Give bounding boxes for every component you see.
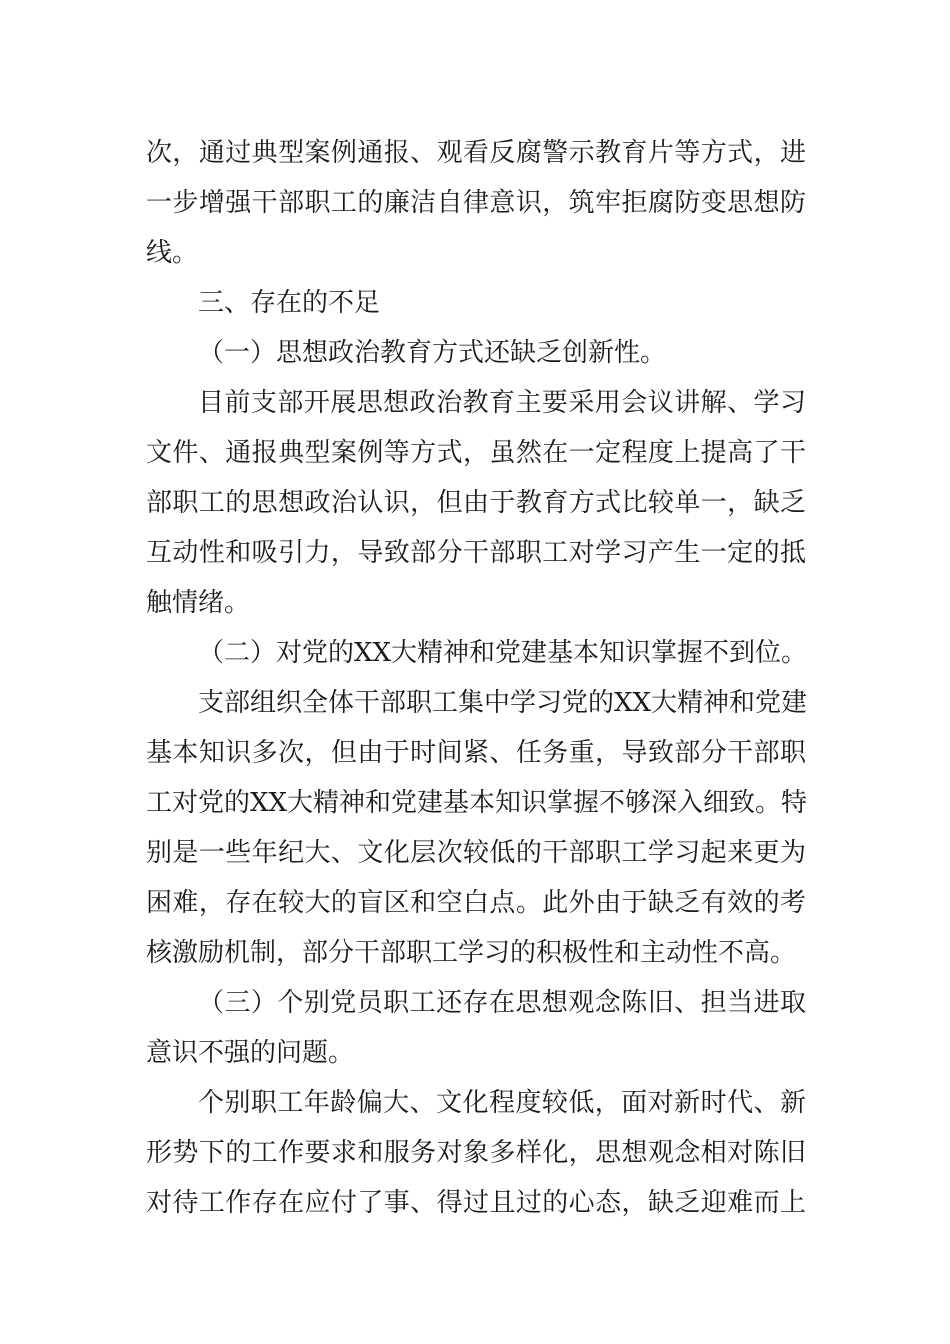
body-text-line: 互动性和吸引力，导致部分干部职工对学习产生一定的抵 (146, 538, 806, 568)
body-text-line: 工对党的XX大精神和党建基本知识掌握不够深入细致。特 (146, 788, 808, 818)
body-text-line: 支部组织全体干部职工集中学习党的XX大精神和党建 (198, 688, 808, 718)
body-text-line: 目前支部开展思想政治教育主要采用会议讲解、学习 (198, 388, 806, 418)
body-text-line: 一步增强干部职工的廉洁自律意识，筑牢拒腐防变思想防 (146, 188, 806, 218)
body-text-line: 别是一些年纪大、文化层次较低的干部职工学习起来更为 (146, 838, 806, 868)
body-text-line: 部职工的思想政治认识，但由于教育方式比较单一，缺乏 (146, 488, 806, 518)
subsection-heading: （一）思想政治教育方式还缺乏创新性。 (198, 338, 667, 368)
subsection-heading: （三）个别党员职工还存在思想观念陈旧、担当进取 (198, 988, 806, 1018)
body-text-line: 困难，存在较大的盲区和空白点。此外由于缺乏有效的考 (146, 888, 806, 918)
body-text-line: 触情绪。 (146, 588, 251, 618)
subsection-heading-continued: 意识不强的问题。 (146, 1038, 355, 1068)
subsection-heading: （二）对党的XX大精神和党建基本知识掌握不到位。 (198, 638, 808, 668)
body-text-line: 文件、通报典型案例等方式，虽然在一定程度上提高了干 (146, 438, 806, 468)
body-text-line: 核激励机制，部分干部职工学习的积极性和主动性不高。 (146, 938, 797, 968)
body-text-line: 次，通过典型案例通报、观看反腐警示教育片等方式，进 (146, 138, 806, 168)
body-text-line: 个别职工年龄偏大、文化程度较低，面对新时代、新 (198, 1088, 806, 1118)
section-heading: 三、存在的不足 (198, 288, 381, 318)
body-text-line: 形势下的工作要求和服务对象多样化，思想观念相对陈旧 (146, 1138, 806, 1168)
body-text-line: 基本知识多次，但由于时间紧、任务重，导致部分干部职 (146, 738, 806, 768)
body-text-line: 对待工作存在应付了事、得过且过的心态，缺乏迎难而上 (146, 1188, 806, 1218)
body-text-line: 线。 (146, 238, 199, 268)
